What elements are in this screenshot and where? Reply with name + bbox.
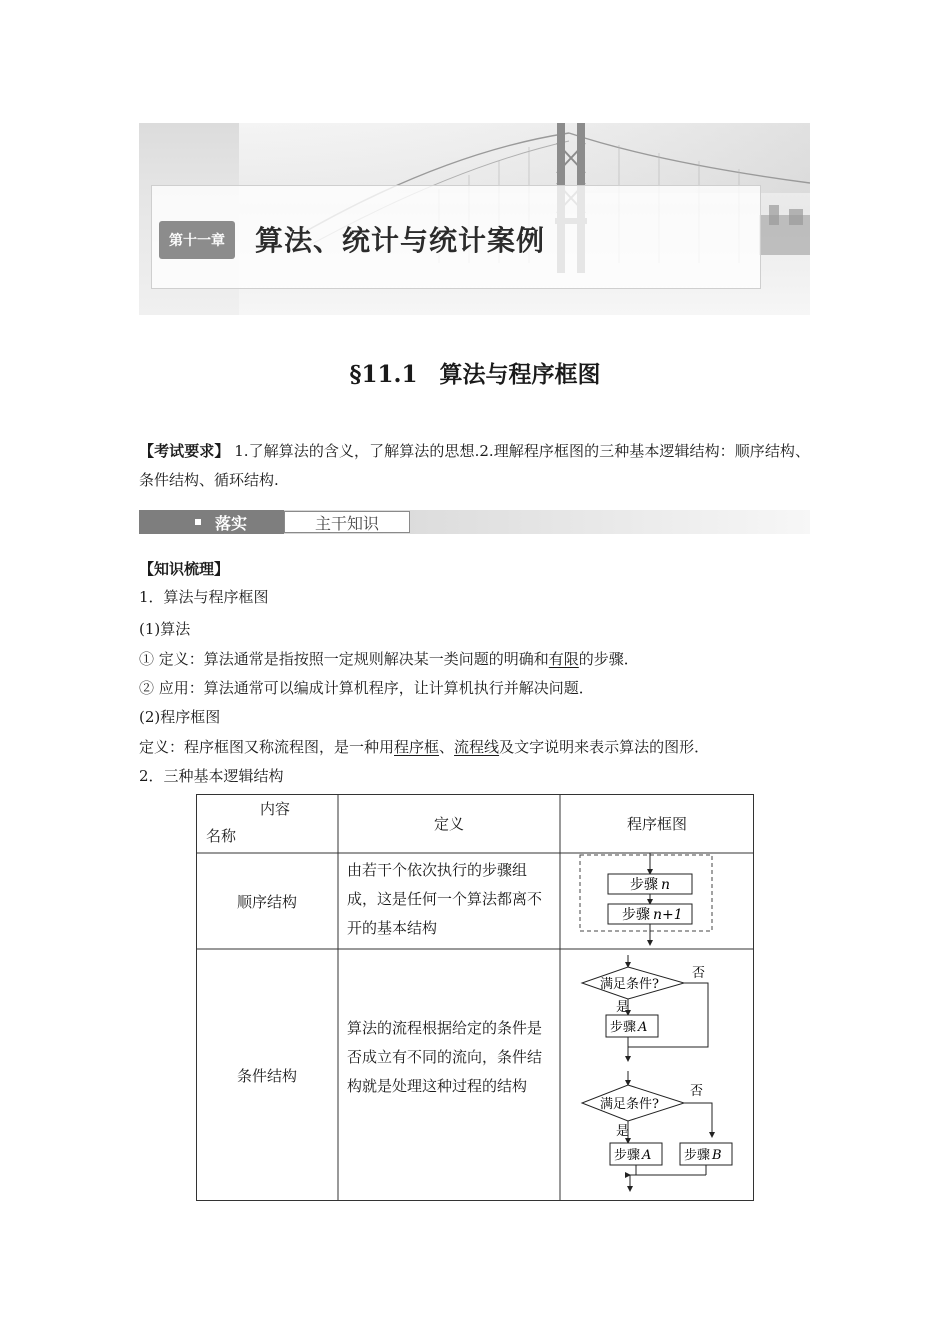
header-name: 名称 (206, 827, 237, 845)
def2-text-b: 及文字说明来表示算法的图形． (499, 738, 710, 756)
sequence-flowchart (560, 853, 754, 949)
cond1-step-a: A (638, 1020, 648, 1035)
bar-dark-label: 落实 (215, 514, 248, 533)
svg-text:步骤n (630, 876, 670, 893)
row-conditional-definition: 算法的流程根据给定的条件是否成立有不同的流向，条件结构就是处理这种过程的结构 (347, 1019, 543, 1095)
requirements-tag: 【考试要求】 (139, 442, 230, 460)
cond2-condition: 满足条件? (600, 1097, 659, 1112)
item-1: 1．算法与程序框图 (139, 588, 269, 606)
svg-text:步骤B (684, 1147, 722, 1163)
seq-step1-var: n (661, 877, 671, 893)
seq-step2-var: n+1 (653, 907, 683, 923)
exam-requirements (139, 437, 810, 495)
header-diagram: 程序框图 (626, 815, 687, 833)
svg-text:步骤A (614, 1147, 651, 1163)
header-content: 内容 (260, 800, 291, 818)
chapter-banner (139, 123, 810, 315)
algorithm-application: ② 应用：算法通常可以编成计算机程序，让计算机执行并解决问题． (139, 679, 594, 697)
def1-text-a: ① 定义：算法通常是指按照一定规则解决某一类问题的明确和 (139, 650, 549, 668)
chapter-number-tag: 第十一章 (159, 221, 235, 259)
def2-underlined-2: 流程线 (454, 738, 500, 756)
requirements-text: 1.了解算法的含义，了解算法的思想.2.理解程序框图的三种基本逻辑结构：顺序结构、条件结构、循环结构. (139, 442, 810, 489)
chapter-title: 算法、统计与统计案例 (255, 224, 546, 257)
def1-underlined: 有限 (548, 650, 579, 668)
item-2: 2．三种基本逻辑结构 (139, 767, 284, 785)
conditional-flowchart (560, 949, 754, 1201)
cond2-step-word-a: 步骤 (614, 1148, 641, 1163)
square-bullet-icon (195, 519, 201, 525)
def2-separator: 、 (439, 738, 455, 756)
bar-light-label: 主干知识 (284, 511, 410, 533)
flowchart-definition (139, 736, 709, 757)
cond1-step-word: 步骤 (610, 1020, 637, 1035)
row-conditional-name: 条件结构 (236, 1066, 297, 1085)
sub-item-algorithm: (1)算法 (139, 620, 191, 638)
svg-text:步骤n+1 (622, 906, 683, 923)
seq-step2-word: 步骤 (622, 907, 650, 923)
def1-text-b: 的步骤． (578, 650, 639, 668)
bar-dark-segment (139, 510, 284, 534)
seq-step1-word: 步骤 (630, 877, 658, 893)
cond1-no-label: 否 (692, 966, 706, 981)
knowledge-heading: 【知识梳理】 (139, 560, 230, 578)
def2-text-a: 定义：程序框图又称流程图，是一种用 (139, 738, 395, 756)
def2-underlined-1: 程序框 (394, 738, 440, 756)
cond2-step-b: B (712, 1148, 722, 1163)
section-title (0, 356, 950, 389)
algorithm-definition (139, 648, 639, 669)
section-number: §11.1 (349, 361, 418, 388)
section-bar (139, 510, 810, 534)
sub-item-flowchart: (2)程序框图 (139, 708, 221, 726)
header-definition: 定义 (433, 815, 464, 833)
cond1-condition: 满足条件? (600, 977, 659, 992)
row-sequence-name: 顺序结构 (236, 892, 297, 911)
svg-text:步骤A (610, 1019, 647, 1035)
cond2-step-word-b: 步骤 (684, 1148, 711, 1163)
logic-structures-table (196, 794, 754, 1201)
section-name: 算法与程序框图 (439, 361, 601, 388)
cond2-yes-label: 是 (616, 1124, 630, 1139)
cond2-no-label: 否 (690, 1084, 704, 1099)
cond1-yes-label: 是 (616, 1000, 630, 1015)
row-sequence-definition: 由若干个依次执行的步骤组成，这是任何一个算法都离不开的基本结构 (347, 861, 543, 937)
cond2-step-a: A (642, 1148, 652, 1163)
